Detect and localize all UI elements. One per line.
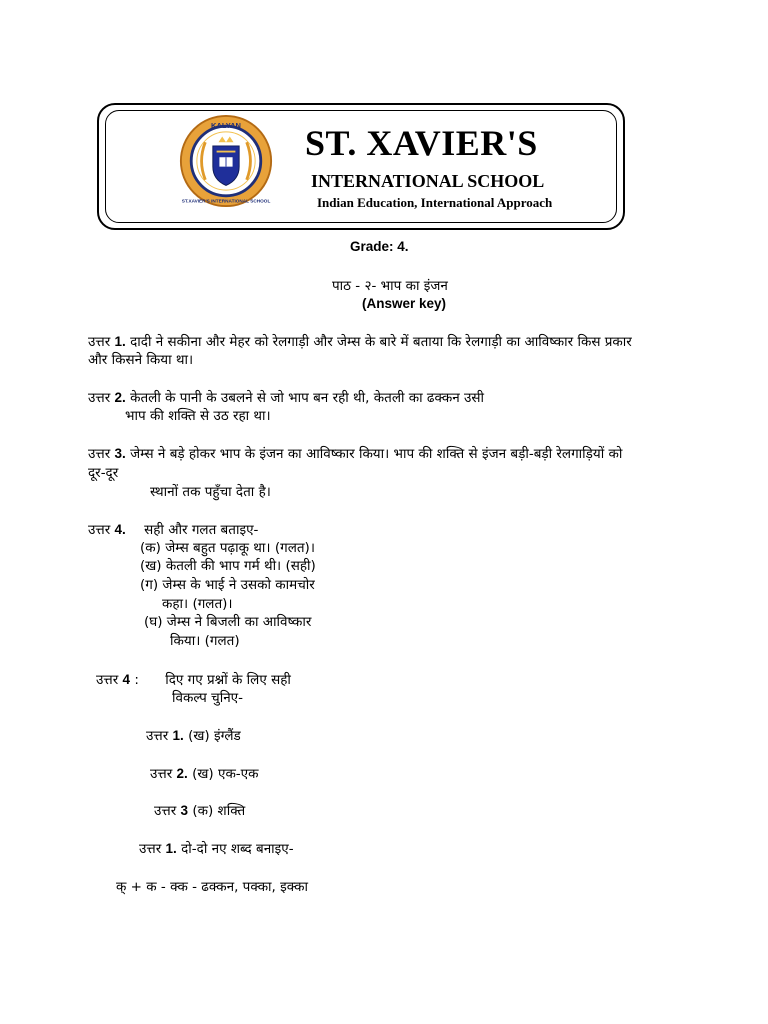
mcq-heading-text: दिए गए प्रश्नों के लिए सही [165,672,291,688]
answer-label: उत्तर [139,841,162,857]
answer-number: 2. [176,766,188,781]
answer-1-line-1 [88,333,632,351]
answer-3-line-3: स्थानों तक पहुँचा देता है। [150,484,271,500]
true-false-item: (घ) जेम्स ने बिजली का आविष्कार [144,614,312,630]
answer-2-line-2: भाप की शक्ति से उठ रहा था। [125,408,271,424]
true-false-item: कहा। (गलत)। [162,596,233,612]
words-heading [139,840,294,858]
answer-1-line-2: और किसने किया था। [88,352,194,368]
answer-key-label: (Answer key) [362,296,447,311]
logo-ring-top: KALYAN [211,121,241,131]
answer-text: दादी ने सकीना और मेहर को रेलगाड़ी और जेम्स के बारे में बताया कि रेलगाड़ी का आविष्कार किस प्रकार [130,334,632,350]
answer-text: (ख) इंग्लैंड [188,728,241,744]
answer-label: उत्तर [154,803,177,819]
grade-label: Grade: 4. [350,239,409,254]
answer-label: उत्तर [150,766,173,782]
mcq-answer [146,727,241,745]
answer-3-line-2: दूर-दूर [88,465,119,481]
answer-label: उत्तर [88,334,111,350]
mcq-heading [96,671,291,689]
lesson-prefix: पाठ - [332,278,361,294]
answer-number: 1. [114,334,126,349]
school-name: ST. XAVIER'S [305,123,538,163]
mcq-colon: : [134,672,139,688]
answer-number: 1. [172,728,184,743]
true-false-item: (ख) केतली की भाप गर्म थी। (सही) [140,558,316,574]
school-header [97,103,625,230]
words-heading-text: दो-दो नए शब्द बनाइए- [181,841,294,857]
answer-text: सही और गलत बताइए- [144,522,259,538]
answer-text: जेम्स ने बड़े होकर भाप के इंजन का आविष्कार किया। भाप की शक्ति से इंजन बड़ी-बड़ी रेलगाड़ियों को [130,446,623,462]
answer-text: (क) शक्ति [192,803,246,819]
answer-number: 1. [165,841,177,856]
answer-text: केतली के पानी के उबलने से जो भाप बन रही थी, केतली का ढक्कन उसी [130,390,485,406]
answer-number: 3 [180,803,189,818]
true-false-item: (क) जेम्स बहुत पढ़ाकू था। (गलत)। [140,540,315,556]
mcq-answer [154,802,245,820]
answer-number: 3. [114,446,126,461]
true-false-item: किया। (गलत) [170,633,240,649]
lesson-title [332,277,448,295]
true-false-item: (ग) जेम्स के भाई ने उसको कामचोर [140,577,315,593]
school-logo [179,114,273,208]
answer-4-heading [88,521,258,539]
answer-2-line-1 [88,389,484,407]
answer-number: 4 [122,672,131,687]
answer-label: उत्तर [88,522,111,538]
answer-number: 4. [114,522,126,537]
answer-label: उत्तर [96,672,119,688]
school-subtitle: INTERNATIONAL SCHOOL [311,171,545,191]
school-tagline: Indian Education, International Approach [317,195,553,210]
mcq-heading-line-2: विकल्प चुनिए- [172,690,244,706]
answer-text: (ख) एक-एक [192,766,259,782]
answer-number: 2. [114,390,126,405]
answer-label: उत्तर [88,446,111,462]
logo-ring-bottom: ST.XAVIER'S INTERNATIONAL SCHOOL [181,198,271,204]
answer-label: उत्तर [88,390,111,406]
words-line: क् + क - क्क - ढक्कन, पक्का, इक्का [116,879,308,895]
mcq-answer [150,765,259,783]
lesson-number: २- भाप का इंजन [364,278,448,294]
answer-3-line-1 [88,445,622,463]
answer-label: उत्तर [146,728,169,744]
